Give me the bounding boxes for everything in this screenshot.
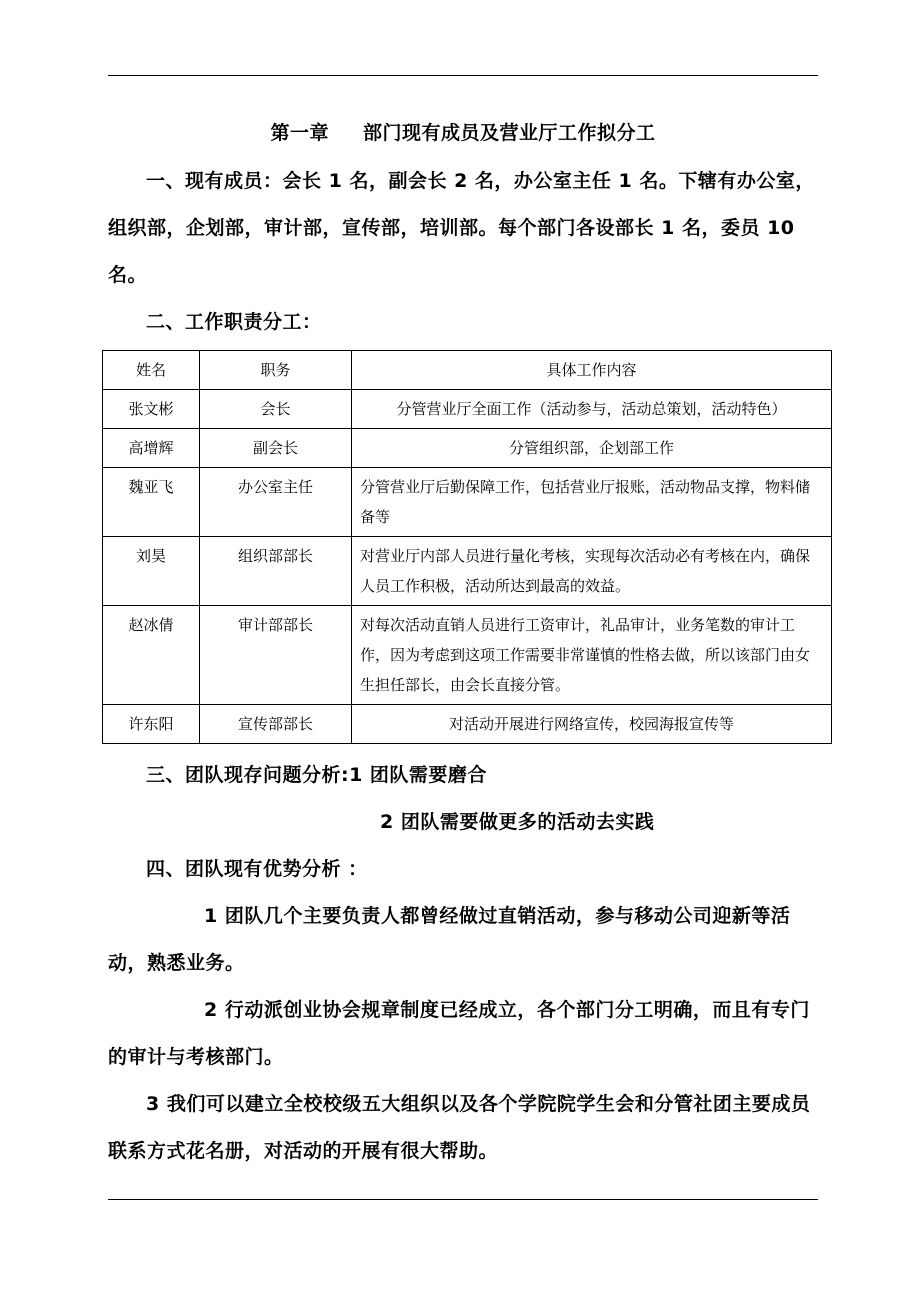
section-2-heading: 二、工作职责分工： — [146, 311, 322, 333]
cell-name: 张文彬 — [103, 390, 200, 429]
header-duty: 具体工作内容 — [352, 351, 832, 390]
chapter-label: 第一章 — [270, 122, 329, 144]
table-row — [103, 705, 832, 744]
header-name: 姓名 — [103, 351, 200, 390]
document-body — [108, 118, 818, 1175]
section-3-item-2: 2 团队需要做更多的活动去实践 — [380, 811, 655, 833]
cell-duty: 分管组织部，企划部工作 — [352, 429, 832, 468]
section-4-item-2: 2 行动派创业协会规章制度已经成立，各个部门分工明确，而且有专门的审计与考核部门。 — [108, 999, 810, 1068]
chapter-heading: 部门现有成员及营业厅工作拟分工 — [363, 122, 656, 144]
cell-duty: 分管营业厅全面工作（活动参与，活动总策划，活动特色） — [352, 390, 832, 429]
cell-name: 魏亚飞 — [103, 468, 200, 537]
footer-rule — [108, 1199, 818, 1200]
cell-role: 办公室主任 — [200, 468, 352, 537]
cell-duty: 对活动开展进行网络宣传，校园海报宣传等 — [352, 705, 832, 744]
table-header-row — [103, 351, 832, 390]
section-4-item-3: 3 我们可以建立全校校级五大组织以及各个学院院学生会和分管社团主要成员联系方式花名册，对活动的开展有很大帮助。 — [108, 1093, 811, 1162]
cell-name: 高增辉 — [103, 429, 200, 468]
cell-name: 赵冰倩 — [103, 606, 200, 705]
section-4-heading: 四、团队现有优势分析 ： — [146, 858, 368, 880]
header-rule — [108, 75, 818, 76]
cell-duty: 对营业厅内部人员进行量化考核，实现每次活动必有考核在内，确保人员工作积极，活动所达到最高的效益。 — [352, 537, 832, 606]
cell-role: 审计部部长 — [200, 606, 352, 705]
cell-duty: 对每次活动直销人员进行工资审计，礼品审计，业务笔数的审计工作，因为考虑到这项工作需要非常谨慎的性格去做，所以该部门由女生担任部长，由会长直接分管。 — [352, 606, 832, 705]
section-4-item-1: 1 团队几个主要负责人都曾经做过直销活动，参与移动公司迎新等活动，熟悉业务。 — [108, 905, 791, 974]
header-role: 职务 — [200, 351, 352, 390]
cell-duty: 分管营业厅后勤保障工作，包括营业厅报账，活动物品支撑，物料储备等 — [352, 468, 832, 537]
cell-role: 会长 — [200, 390, 352, 429]
table-row — [103, 390, 832, 429]
page-title — [108, 118, 818, 148]
section-1-members: 一、现有成员：会长 1 名，副会长 2 名，办公室主任 1 名。下辖有办公室，组织部，企划部，审计部，宣传部，培训部。每个部门各设部长 1 名，委员 10 名。 — [108, 170, 815, 286]
cell-role: 组织部部长 — [200, 537, 352, 606]
duties-table — [102, 350, 832, 744]
cell-role: 副会长 — [200, 429, 352, 468]
cell-name: 刘昊 — [103, 537, 200, 606]
table-row — [103, 606, 832, 705]
cell-name: 许东阳 — [103, 705, 200, 744]
table-row — [103, 537, 832, 606]
table-row — [103, 468, 832, 537]
table-row — [103, 429, 832, 468]
section-3-heading: 三、团队现存问题分析:1 团队需要磨合 — [146, 764, 487, 786]
cell-role: 宣传部部长 — [200, 705, 352, 744]
